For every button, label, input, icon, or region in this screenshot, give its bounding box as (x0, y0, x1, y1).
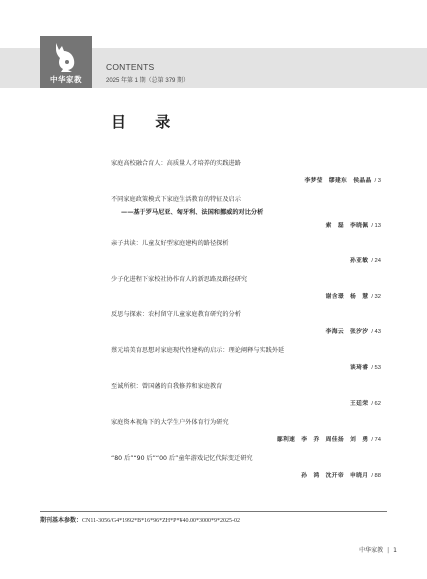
entry-subtitle: ——基于罗马尼亚、匈牙利、法国和挪威的对比分析 (121, 208, 264, 216)
journal-info-label: 期刊基本参数： (40, 517, 83, 524)
entry-page: / 62 (371, 400, 381, 407)
entry-authors: 谈琦睿 (350, 365, 369, 372)
page-title: 目 录 (111, 113, 183, 131)
entry-title[interactable]: 反思与探索：农村留守儿童家庭教育研究的分析 (111, 311, 241, 319)
entry-meta (326, 293, 381, 301)
toc-entry[interactable] (111, 383, 381, 419)
entry-authors: 鄢利速 李 乔 周佳扬 刘 勇 (276, 436, 369, 443)
footer-separator: | (387, 547, 390, 554)
entry-authors: 谢含璟 杨 慧 (325, 293, 369, 300)
logo-text: 中华家教 (50, 75, 82, 84)
toc-entry[interactable] (111, 347, 381, 383)
entry-page: / 74 (371, 436, 381, 443)
entry-title[interactable]: 亲子共读：儿童友好型家庭建构的路径探析 (111, 239, 229, 247)
divider (40, 511, 387, 512)
toc-entry[interactable] (111, 455, 381, 491)
entry-title[interactable]: 蔡元培美育思想对家庭现代性建构的启示：理论阐释与实践外延 (111, 347, 285, 355)
toc-entry[interactable] (111, 311, 381, 347)
entry-page: / 24 (371, 257, 381, 264)
footer-page-number: 1 (393, 547, 397, 554)
entry-meta (277, 436, 381, 444)
entry-meta (350, 364, 381, 372)
entry-page: / 53 (371, 365, 381, 372)
toc-entry[interactable] (111, 419, 381, 455)
toc-entry[interactable] (111, 196, 381, 240)
journal-info-value: CN11-3056/G4*1992*B*16*96*ZH*P*¥40.00*3000*9*2025-02 (82, 518, 240, 524)
entry-title[interactable]: 至诚所积：曾国藩的自我修养和家庭教育 (111, 382, 223, 390)
kangaroo-icon (52, 41, 80, 73)
entry-meta (326, 328, 381, 336)
table-of-contents (111, 160, 381, 490)
entry-meta (301, 472, 381, 480)
entry-page: / 88 (371, 472, 381, 479)
entry-authors: 孙亚敏 (350, 257, 369, 264)
entry-meta (304, 177, 381, 185)
footer-journal-name: 中华家教 (359, 547, 384, 554)
entry-authors: 索 磊 李晓佩 (325, 222, 369, 229)
entry-page: / 43 (371, 329, 381, 336)
entry-meta (350, 400, 381, 408)
entry-title[interactable]: 少子化进程下家校社协作育人的新思路及路径研究 (111, 275, 248, 283)
page-footer (359, 545, 397, 554)
entry-title[interactable]: 家庭资本视角下的大学生户外体育行为研究 (111, 418, 229, 426)
entry-page: / 3 (374, 178, 381, 184)
entry-meta (326, 222, 381, 230)
issue-line: 2025 年第 1 期（总第 379 期） (106, 78, 190, 84)
entry-authors: 李梦莹 缪建东 侯晶晶 (304, 178, 372, 184)
entry-meta (350, 257, 381, 265)
entry-title[interactable]: 不同家庭政策模式下家庭生活教育的特征及启示 (111, 195, 241, 203)
entry-page: / 32 (371, 293, 381, 300)
toc-entry[interactable] (111, 240, 381, 276)
entry-page: / 13 (371, 222, 381, 229)
toc-entry[interactable] (111, 276, 381, 312)
entry-authors: 王廷荣 (350, 400, 369, 407)
entry-authors: 李海云 张汐汐 (325, 329, 369, 336)
journal-info (40, 515, 240, 524)
entry-title[interactable]: “80 后”“90 后”“00 后”童年游戏记忆代际变迁研究 (111, 454, 253, 462)
toc-entry[interactable] (111, 160, 381, 196)
journal-logo (40, 36, 92, 88)
contents-label: CONTENTS (106, 62, 155, 72)
entry-authors: 孙 鸿 沈开帝 申晓月 (301, 472, 369, 479)
entry-title[interactable]: 家庭高校融合育人：高质量人才培养的实践进路 (111, 160, 241, 167)
